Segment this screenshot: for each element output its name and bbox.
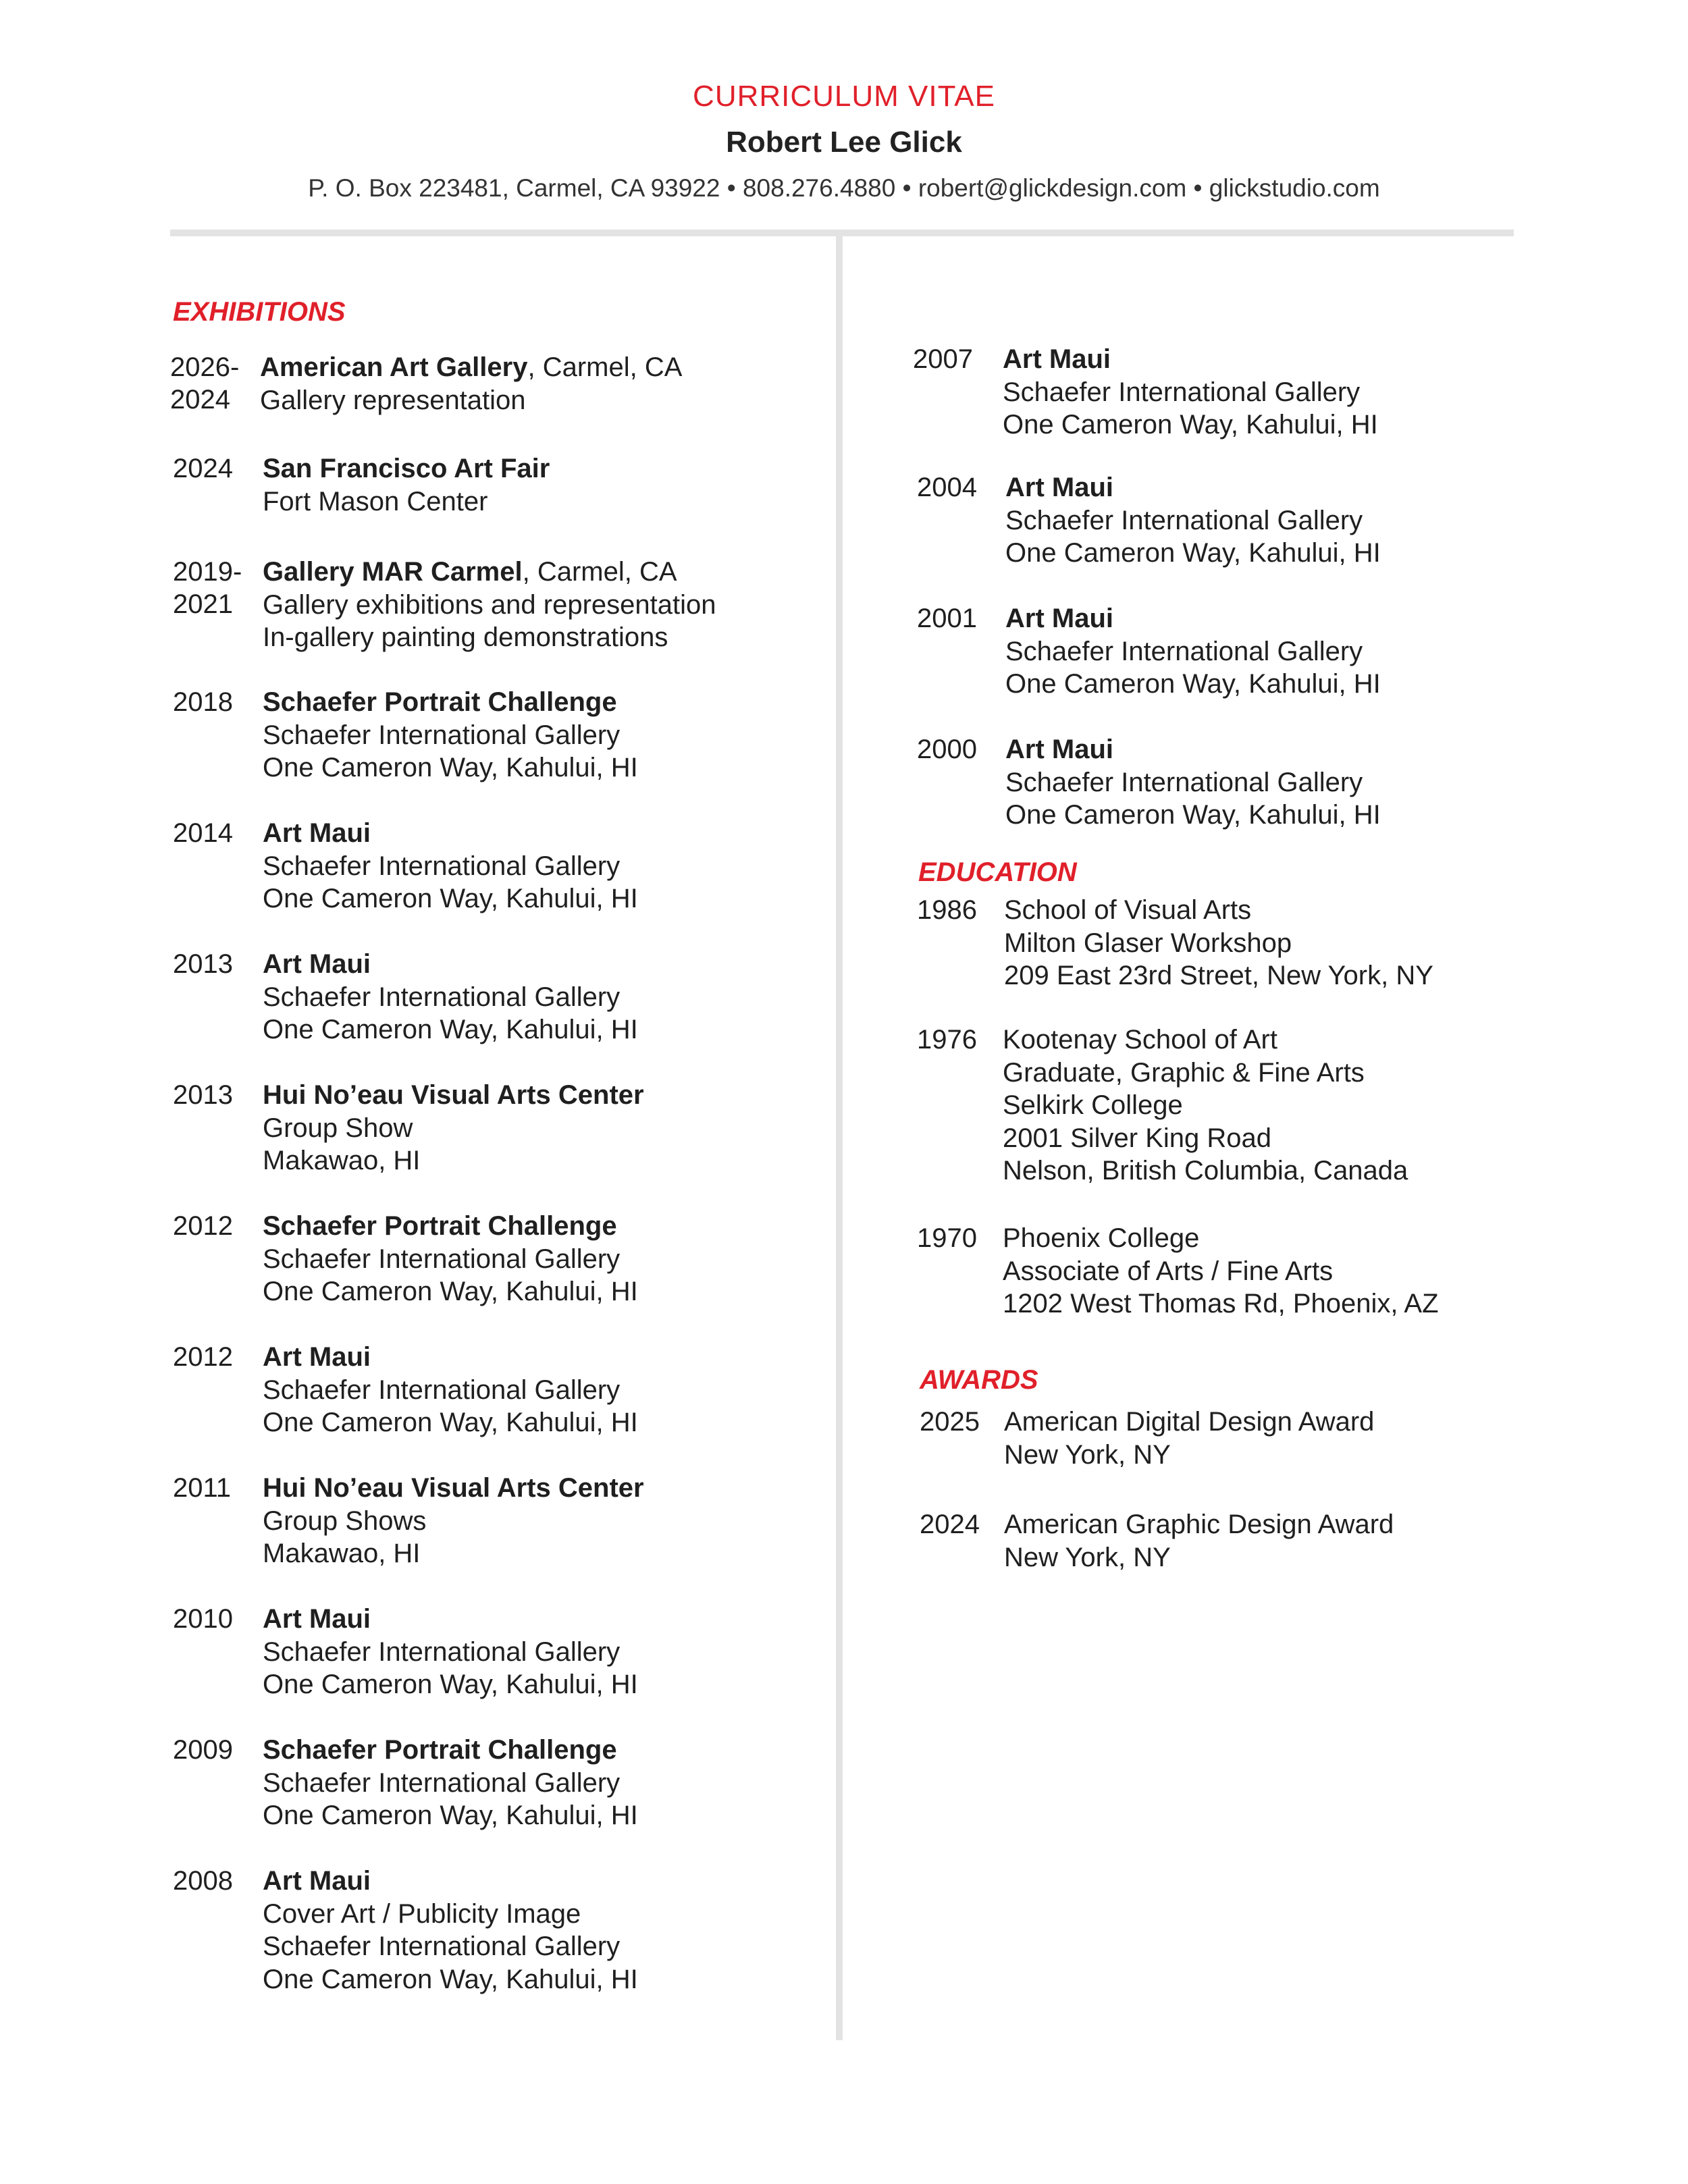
contact-line: P. O. Box 223481, Carmel, CA 93922 • 808.276.4880 • robert@glickdesign.com • glickstudio.com (308, 174, 1380, 202)
entry-line: Kootenay School of Art (1003, 1025, 1277, 1055)
entry-year: 2012 (173, 1211, 233, 1241)
entry-line: Schaefer International Gallery (1005, 636, 1363, 666)
entry-year: 2019- (173, 557, 242, 587)
entry-line: Milton Glaser Workshop (1004, 928, 1292, 958)
entry-title: Schaefer Portrait Challenge (263, 687, 617, 717)
entry-line: Phoenix College (1003, 1223, 1200, 1253)
awards-heading: AWARDS (920, 1365, 1038, 1395)
entry-year: 2012 (173, 1342, 233, 1372)
entry-line: Schaefer International Gallery (263, 720, 621, 750)
entry-line: Makawao, HI (263, 1146, 421, 1175)
entry-line: Schaefer International Gallery (263, 1244, 621, 1274)
entry-title: Art Maui (1005, 473, 1113, 502)
entry-line: Schaefer International Gallery (1005, 505, 1363, 535)
entry-line: Schaefer International Gallery (263, 1767, 621, 1798)
entry-line: Schaefer International Gallery (263, 1636, 621, 1667)
entry-line: One Cameron Way, Kahului, HI (1003, 410, 1378, 440)
entry-line: Fort Mason Center (263, 486, 488, 516)
exhibitions-heading: EXHIBITIONS (173, 297, 346, 327)
entry-line: Schaefer International Gallery (263, 1932, 621, 1961)
entry-line: In-gallery painting demonstrations (263, 622, 668, 652)
entry-year: 1986 (917, 895, 977, 925)
entry-title-suffix: , Carmel, CA (522, 557, 677, 587)
cv-title: CURRICULUM VITAE (693, 80, 995, 113)
entry-year: 2001 (917, 604, 977, 633)
entry-title: Schaefer Portrait Challenge (263, 1735, 617, 1765)
entry-line: 1202 West Thomas Rd, Phoenix, AZ (1003, 1289, 1439, 1319)
entry-year-end: 2021 (173, 589, 233, 619)
entry-year: 2011 (173, 1473, 232, 1503)
entry-line: Schaefer International Gallery (1005, 767, 1363, 797)
entry-line: One Cameron Way, Kahului, HI (263, 1408, 638, 1437)
entry-line: School of Visual Arts (1004, 895, 1252, 925)
entry-line: Associate of Arts / Fine Arts (1003, 1256, 1334, 1286)
entry-line: One Cameron Way, Kahului, HI (263, 753, 638, 782)
entry-title: Art Maui (263, 949, 371, 979)
entry-year-end: 2024 (170, 385, 230, 415)
entry-year: 2013 (173, 949, 233, 979)
entry-line: One Cameron Way, Kahului, HI (263, 1801, 638, 1830)
entry-line: New York, NY (1004, 1542, 1171, 1572)
entry-year: 2010 (173, 1604, 233, 1634)
entry-title: Schaefer Portrait Challenge (263, 1211, 617, 1241)
entry-title: Art Maui (1003, 344, 1111, 374)
entry-year: 2025 (920, 1407, 980, 1437)
entry-line: Schaefer International Gallery (263, 1375, 621, 1405)
entry-line: Group Show (263, 1113, 413, 1143)
entry-year: 2018 (173, 687, 233, 717)
entry-year: 1970 (917, 1223, 977, 1253)
entry-line: One Cameron Way, Kahului, HI (263, 1964, 638, 1994)
entry-title: Art Maui (263, 818, 371, 848)
entry-line: 2001 Silver King Road (1003, 1123, 1272, 1153)
entry-year: 2004 (917, 473, 977, 502)
entry-line: Schaefer International Gallery (263, 851, 621, 881)
entry-title: Art Maui (263, 1866, 371, 1896)
entry-line: One Cameron Way, Kahului, HI (263, 884, 638, 913)
entry-title: Gallery MAR Carmel (263, 557, 523, 587)
entry-year: 2007 (913, 344, 973, 374)
entry-line: One Cameron Way, Kahului, HI (1005, 800, 1381, 830)
entry-year: 1976 (917, 1025, 977, 1055)
entry-year: 2014 (173, 818, 233, 848)
person-name: Robert Lee Glick (726, 126, 962, 159)
header-divider (170, 230, 1514, 236)
entry-year: 2024 (173, 454, 233, 483)
column-divider (836, 236, 843, 2040)
entry-line: American Digital Design Award (1004, 1407, 1375, 1437)
entry-line: Gallery representation (260, 385, 526, 415)
entry-line: 209 East 23rd Street, New York, NY (1004, 961, 1433, 990)
entry-line: Nelson, British Columbia, Canada (1003, 1156, 1408, 1186)
entry-year: 2013 (173, 1080, 233, 1110)
entry-line: Selkirk College (1003, 1090, 1183, 1120)
entry-line: Cover Art / Publicity Image (263, 1898, 581, 1929)
entry-line: American Graphic Design Award (1004, 1510, 1394, 1539)
entry-title: Art Maui (1005, 604, 1113, 633)
entry-line: New York, NY (1004, 1439, 1171, 1470)
entry-year: 2000 (917, 735, 977, 764)
entry-title: San Francisco Art Fair (263, 454, 550, 483)
entry-line: Schaefer International Gallery (1003, 377, 1361, 407)
education-heading: EDUCATION (918, 857, 1077, 887)
entry-title: American Art Gallery (260, 352, 528, 382)
entry-line: One Cameron Way, Kahului, HI (1005, 669, 1381, 699)
entry-line: One Cameron Way, Kahului, HI (263, 1015, 638, 1044)
entry-line: Gallery exhibitions and representation (263, 589, 716, 620)
entry-line: One Cameron Way, Kahului, HI (1005, 538, 1381, 568)
entry-title: Hui No’eau Visual Arts Center (263, 1473, 644, 1503)
entry-title: Hui No’eau Visual Arts Center (263, 1080, 644, 1110)
entry-line: Schaefer International Gallery (263, 982, 621, 1012)
entry-line: One Cameron Way, Kahului, HI (263, 1670, 638, 1699)
entry-title: Art Maui (1005, 735, 1113, 764)
entry-line: Graduate, Graphic & Fine Arts (1003, 1057, 1365, 1088)
entry-title: Art Maui (263, 1604, 371, 1634)
entry-line: Makawao, HI (263, 1539, 421, 1568)
entry-year: 2008 (173, 1866, 233, 1896)
entry-title-suffix: , Carmel, CA (527, 352, 683, 382)
entry-title: Art Maui (263, 1342, 371, 1372)
entry-year: 2026- (170, 352, 240, 382)
entry-line: One Cameron Way, Kahului, HI (263, 1277, 638, 1306)
entry-year: 2024 (920, 1510, 980, 1539)
entry-year: 2009 (173, 1735, 233, 1765)
entry-line: Group Shows (263, 1506, 427, 1536)
